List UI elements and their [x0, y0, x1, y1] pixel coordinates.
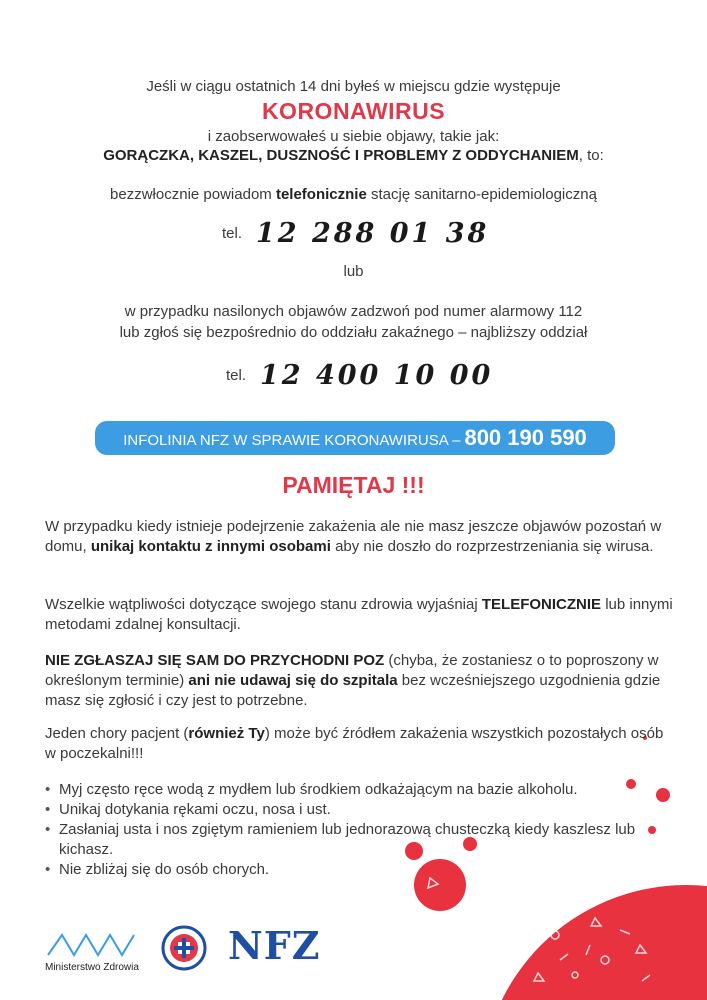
or-label: lub: [343, 263, 364, 280]
p1-bold: unikaj kontaktu z innymi osobami: [90, 538, 331, 555]
list-item: • Unikaj dotykania rękami oczu, nosa i ust.: [45, 800, 645, 820]
p2-text-end: lub innymi metodami zdalnej konsultacji.: [45, 596, 673, 633]
ministry-label: Ministerstwo Zdrowia: [45, 962, 139, 973]
severe-line-2: lub zgłoś się bezpośrednio do oddziału zakaźnego – najbliższy oddział: [119, 324, 588, 341]
hotline-label: INFOLINIA NFZ W SPRAWIE KORONAWIRUSA –: [123, 432, 461, 449]
notify-bold: telefonicznie: [275, 186, 367, 203]
list-item: • Myj często ręce wodą z mydłem lub środkiem odkażającym na bazie alkoholu.: [45, 780, 645, 800]
p4-bold: również Ty: [188, 725, 265, 742]
p3-bold: NIE ZGŁASZAJ SIĘ SAM DO PRZYCHODNI POZ: [45, 652, 385, 669]
p2-text: Wszelkie wątpliwości dotyczące swojego stanu zdrowia wyjaśniaj: [45, 596, 482, 613]
p3-text: (chyba, że zostaniesz o to poproszony w określonym terminie): [45, 652, 659, 689]
p1-text: W przypadku kiedy istnieje podejrzenie zakażenia ale nie masz jeszcze objawów pozostań w domu,: [45, 518, 662, 555]
p2-bold: TELEFONICZNIE: [481, 596, 602, 613]
notify-before: bezzwłocznie powiadom: [110, 186, 276, 203]
hospital-phone-number: 12 400 10 00: [260, 360, 494, 391]
tel-label: tel.: [222, 225, 243, 242]
sanepid-emblem-icon: [163, 927, 205, 969]
remember-heading: PAMIĘTAJ !!!: [282, 472, 425, 498]
p3-bold-2: ani nie udawaj się do szpitala: [188, 672, 398, 689]
hotline-number: 800 190 590: [464, 425, 587, 450]
tel-label: tel.: [226, 367, 247, 384]
notify-after: stację sanitarno-epidemiologiczną: [366, 186, 597, 203]
intro-line-2: i zaobserwowałeś u siebie objawy, takie jak:: [207, 128, 500, 145]
symptoms-list: GORĄCZKA, KASZEL, DUSZNOŚĆ I PROBLEMY Z ODDYCHANIEM: [103, 147, 579, 164]
severe-line-1: w przypadku nasilonych objawów zadzwoń pod numer alarmowy 112: [124, 303, 583, 320]
nfz-logo: NFZ: [228, 923, 321, 968]
symptoms-suffix: , to:: [578, 147, 604, 164]
sanepid-phone-number: 12 288 01 38: [256, 218, 490, 249]
p1-text-end: aby nie doszło do rozprzestrzeniania się wirusa.: [330, 538, 654, 555]
list-item: • Zasłaniaj usta i nos zgiętym ramieniem lub jednorazową chusteczką kiedy kaszlesz lub kichasz.: [45, 820, 645, 860]
intro-line: Jeśli w ciągu ostatnich 14 dni byłeś w miejscu gdzie występuje: [146, 78, 561, 95]
p3-text-end: bez wcześniejszego uzgodnienia gdzie masz się zgłosić i czy jest to potrzebne.: [45, 672, 661, 709]
p4-text: Jeden chory pacjent (: [45, 725, 189, 742]
list-item: • Nie zbliżaj się do osób chorych.: [45, 860, 645, 880]
headline-coronavirus: KORONAWIRUS: [261, 98, 446, 124]
ministry-of-health-logo: [48, 935, 134, 955]
p4-text-end: ) może być źródłem zakażenia wszystkich pozostałych osób w poczekalni!!!: [45, 725, 664, 762]
